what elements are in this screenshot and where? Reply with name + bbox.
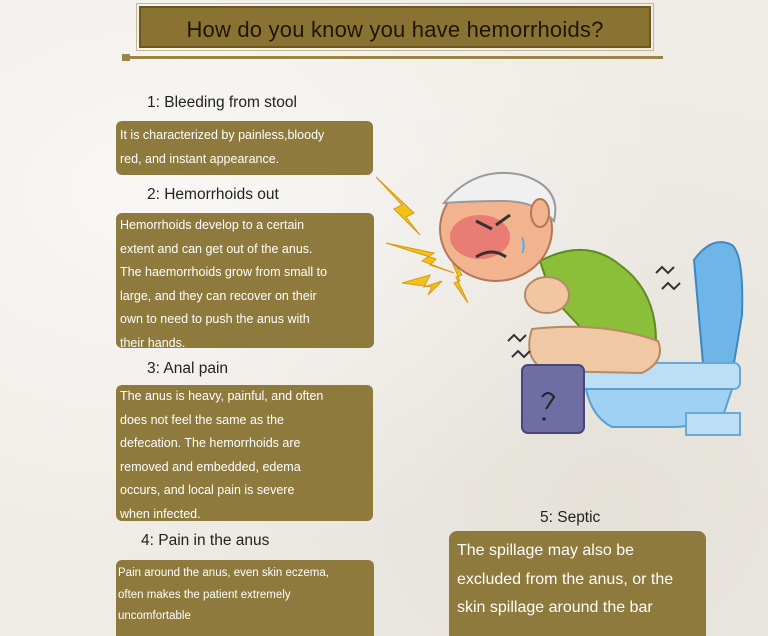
section-3-heading: 3: Anal pain [147,360,229,377]
section-3-line: The anus is heavy, painful, and often [120,389,324,403]
section-1-heading: 1: Bleeding from stool [147,94,297,111]
title-underline [130,56,663,59]
section-2-line: Hemorrhoids develop to a certain [120,218,305,232]
title-banner [139,6,651,48]
section-2-line: The haemorrhoids grow from small to [120,265,328,280]
section-4-line: uncomfortable [118,610,191,622]
section-1-box [116,121,373,175]
section-4-box [116,560,374,636]
page-title: How do you know you have hemorrhoids? [186,17,604,42]
section-1-line: It is characterized by painless,bloody [120,128,325,142]
section-3-line: when infected. [120,506,201,521]
section-2-heading: 2: Hemorrhoids out [147,186,279,203]
section-2-line: own to need to push the anus with [120,312,310,327]
section-5-line: skin spillage around the bar [457,599,653,616]
section-3-line: occurs, and local pain is severe [120,483,295,498]
section-2-line: large, and they can recover on their [120,288,317,303]
section-5-heading: 5: Septic [540,509,601,526]
section-4-line: often makes the patient extremely [118,588,291,601]
section-5-line: excluded from the anus, or the [457,570,674,588]
section-4-heading: 4: Pain in the anus [141,532,270,549]
section-4-line: Pain around the anus, even skin eczema, [118,567,329,579]
section-3-line: does not feel the same as the [120,412,284,427]
section-5-box [449,531,706,636]
section-3-line: defecation. The hemorrhoids are [120,436,301,451]
person-on-toilet-illustration [372,165,768,440]
section-2-line: extent and can get out of the anus. [120,241,313,256]
section-3-box [116,385,373,521]
section-2-box [116,213,374,348]
section-1-line: red, and instant appearance. [120,151,280,166]
section-3-line: removed and embedded, edema [120,459,301,474]
section-2-line: their hands. [120,335,186,350]
section-5-line: The spillage may also be [457,542,634,559]
